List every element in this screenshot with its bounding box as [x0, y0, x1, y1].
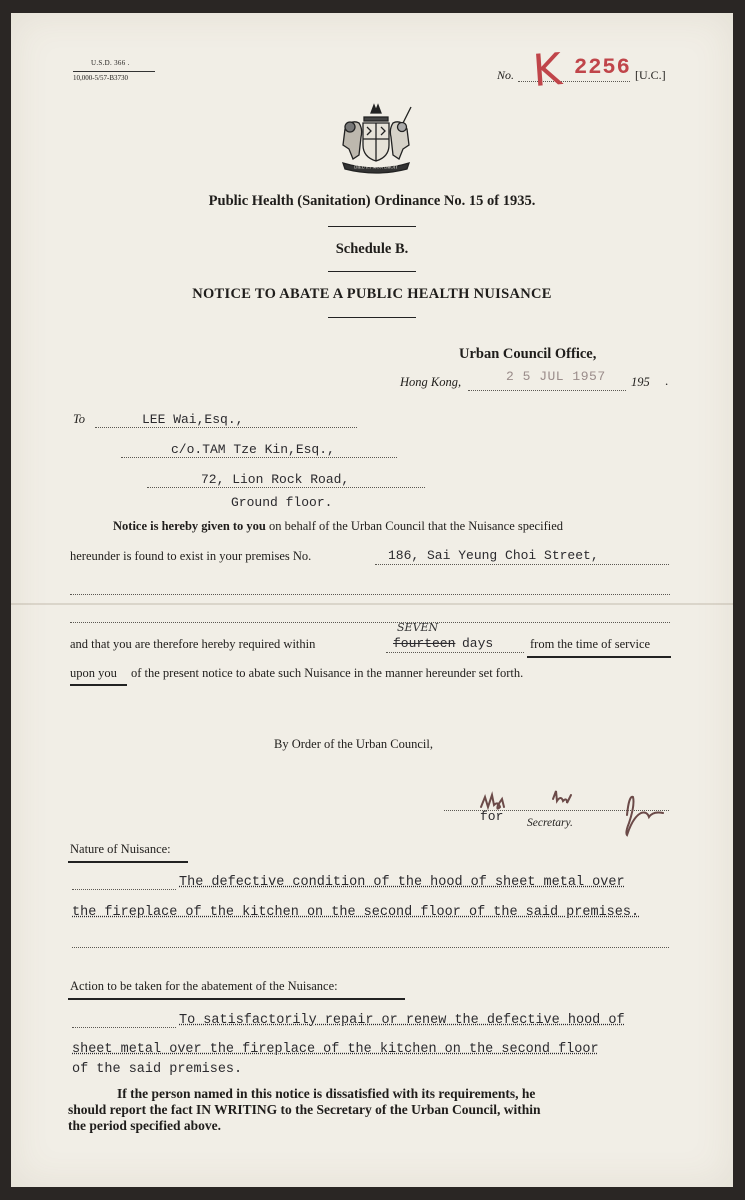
action-heading-underline — [68, 998, 405, 1000]
secretary-signature-icon — [477, 785, 697, 845]
from-time-of-service: from the time of service — [530, 637, 651, 651]
date-year-prefix: 195 — [631, 375, 650, 389]
notice-given-bold: Notice is hereby given to you — [113, 519, 266, 533]
addressee-floor: Ground floor. — [231, 495, 333, 510]
nuisance-line-1: The defective condition of the hood of sheet metal over — [179, 875, 625, 890]
action-dotted-lead — [72, 1027, 176, 1028]
notice-title: NOTICE TO ABATE A PUBLIC HEALTH NUISANCE — [192, 286, 552, 302]
action-line-2: sheet metal over the fireplace of the kitchen on the second floor — [72, 1042, 599, 1057]
addressee-street: 72, Lion Rock Road, — [201, 472, 350, 487]
date-stamp: 2 5 JUL 1957 — [506, 369, 606, 384]
number-label: No. — [497, 68, 515, 82]
action-line-3: of the said premises. — [72, 1062, 243, 1077]
print-code: 10,000-5/57-B3730 — [73, 74, 129, 82]
footer-line-1: If the person named in this notice is dissatisfied with its requirements, he — [117, 1086, 536, 1101]
nuisance-heading: Nature of Nuisance: — [70, 842, 171, 856]
premises-dotted-line-2 — [70, 594, 670, 595]
form-code: U.S.D. 366 . — [91, 59, 130, 67]
premises-dotted-line-3 — [70, 622, 670, 623]
days-inserted-seven: SEVEN — [397, 621, 439, 634]
upon-you-underline — [70, 684, 127, 686]
address-dotted-line-2 — [121, 457, 397, 458]
nuisance-heading-underline — [68, 861, 188, 863]
form-code-rule — [73, 71, 155, 72]
premises-value: 186, Sai Yeung Choi Street, — [388, 548, 599, 563]
schedule-title: Schedule B. — [335, 241, 409, 257]
days-word: days — [462, 636, 494, 651]
nuisance-dotted-line-3 — [72, 947, 669, 948]
notice-line-1 — [113, 519, 563, 534]
abate-text: of the present notice to abate such Nuisance in the manner hereunder set forth. — [131, 666, 524, 680]
office-name: Urban Council Office, — [459, 346, 597, 362]
addressee-care-of: c/o.TAM Tze Kin,Esq., — [171, 442, 335, 457]
secretary-label: Secretary. — [527, 817, 573, 829]
serial-number: 2256 — [574, 55, 631, 80]
title-rule-3 — [328, 317, 416, 318]
title-rule-1 — [328, 226, 416, 227]
upon-you: upon you — [70, 666, 117, 680]
notice-given-rest: on behalf of the Urban Council that the Nuisance specified — [269, 519, 564, 533]
paper-fold — [11, 603, 733, 605]
title-rule-2 — [328, 271, 416, 272]
office-place: Hong Kong, — [400, 375, 462, 389]
ordinance-title: Public Health (Sanitation) Ordinance No. 15 of 1935. — [208, 193, 536, 209]
addressee-name: LEE Wai,Esq., — [142, 412, 244, 427]
by-order: By Order of the Urban Council, — [274, 737, 433, 751]
crest-motto: DIEU ET MON DROIT — [354, 164, 398, 170]
nuisance-dotted-lead — [72, 889, 176, 890]
date-end-dot: . — [665, 373, 669, 388]
for-label: for — [480, 809, 504, 824]
notice-document — [11, 13, 733, 1187]
footer-line-2: should report the fact IN WRITING to the Secretary of the Urban Council, within — [68, 1102, 541, 1117]
to-label: To — [73, 412, 86, 426]
nuisance-line-2: the fireplace of the kitchen on the second floor of the said premises. — [72, 905, 640, 920]
required-text: and that you are therefore hereby required within — [70, 637, 316, 651]
date-dotted-line — [468, 390, 626, 391]
footer-line-3: the period specified above. — [68, 1118, 221, 1133]
action-heading: Action to be taken for the abatement of the Nuisance: — [70, 979, 338, 993]
uc-suffix: [U.C.] — [635, 68, 666, 82]
action-line-1: To satisfactorily repair or renew the defective hood of — [179, 1013, 625, 1028]
handwritten-k-mark: K — [531, 44, 564, 97]
from-time-underline — [527, 656, 671, 658]
address-dotted-line-1 — [95, 427, 357, 428]
days-dotted-line — [386, 652, 524, 653]
address-dotted-line-3 — [147, 487, 425, 488]
days-struck-fourteen: fourteen — [393, 636, 456, 651]
premises-dotted-line — [375, 564, 669, 565]
royal-coat-of-arms-icon — [331, 99, 421, 177]
premises-text: hereunder is found to exist in your premises No. — [70, 549, 312, 563]
